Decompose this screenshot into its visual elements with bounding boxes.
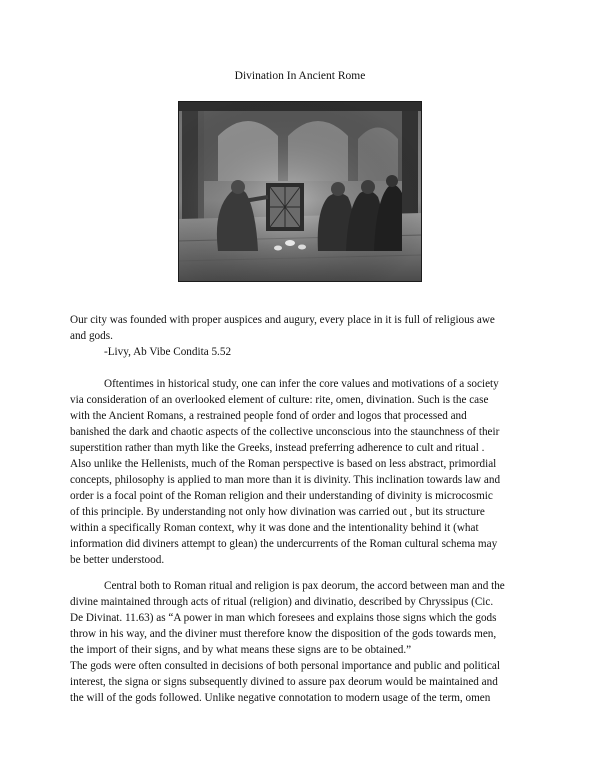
paragraph-line: the will of the gods followed. Unlike negative connotation to modern usage of the term, omen	[70, 692, 491, 704]
paragraph-line: information did diviners attempt to glean) the undercurrents of the Roman cultural schema may	[70, 538, 498, 550]
epigraph-line: and gods.	[70, 330, 113, 342]
paragraph-line: concepts, philosophy is applied to man more than it is divinity. This inclination towards law and	[70, 474, 501, 486]
paragraph-line: with the Ancient Romans, a restrained people fond of order and logos that processed and	[70, 410, 467, 422]
document-title: Divination In Ancient Rome	[234, 70, 366, 82]
paragraph-line: order is a focal point of the Roman religion and their understanding of divinity is microcosmic	[70, 490, 493, 502]
paragraph-line: be better understood.	[70, 554, 165, 566]
paragraph-line: of this principle. By understanding not only how divination was carried out , but its structure	[70, 506, 485, 518]
paragraph-2	[70, 578, 532, 658]
paragraph-line: Central both to Roman ritual and religion is pax deorum, the accord between man and the	[104, 580, 505, 592]
paragraph-line: throw in his way, and the diviner must therefore know the disposition of the gods towards men,	[70, 628, 497, 640]
paragraph-line: within a specifically Roman context, why it was done and the intentionality behind it (what	[70, 522, 479, 534]
paragraph-line: De Divinat. 11.63) as “A power in man which foresees and explains those signs which the gods	[70, 612, 497, 624]
epigraph-line: Our city was founded with proper auspices and augury, every place in it is full of religious awe	[70, 314, 495, 326]
paragraph-line: divine maintained through acts of ritual (religion) and divinatio, described by Chryssipus (Cic.	[70, 596, 494, 608]
paragraph-line: the import of their signs, and by what means these signs are to be obtained.”	[70, 644, 412, 656]
paragraph-line: interest, the signa or signs subsequently divined to assure pax deorum would be maintained and	[70, 676, 498, 688]
paragraph-line: Oftentimes in historical study, one can infer the core values and motivations of a society	[104, 378, 499, 390]
paragraph-3	[70, 658, 532, 706]
paragraph-line: banished the dark and chaotic aspects of the collective unconscious into the staunchness of their	[70, 426, 500, 438]
engraving-illustration	[178, 101, 422, 282]
paragraph-1	[70, 376, 532, 568]
paragraph-line: Also unlike the Hellenists, much of the Roman perspective is based on less abstract, primordial	[70, 458, 497, 470]
epigraph-quote	[70, 312, 532, 360]
paragraph-line: The gods were often consulted in decisions of both personal importance and public and political	[70, 660, 500, 672]
paragraph-line: superstition rather than myth like the Greeks, instead preferring adherence to cult and ritual .	[70, 442, 485, 454]
epigraph-attribution: -Livy, Ab Vibe Condita 5.52	[104, 346, 232, 358]
paragraph-line: via consideration of an overlooked element of culture: rite, omen, divination. Such is the case	[70, 394, 489, 406]
